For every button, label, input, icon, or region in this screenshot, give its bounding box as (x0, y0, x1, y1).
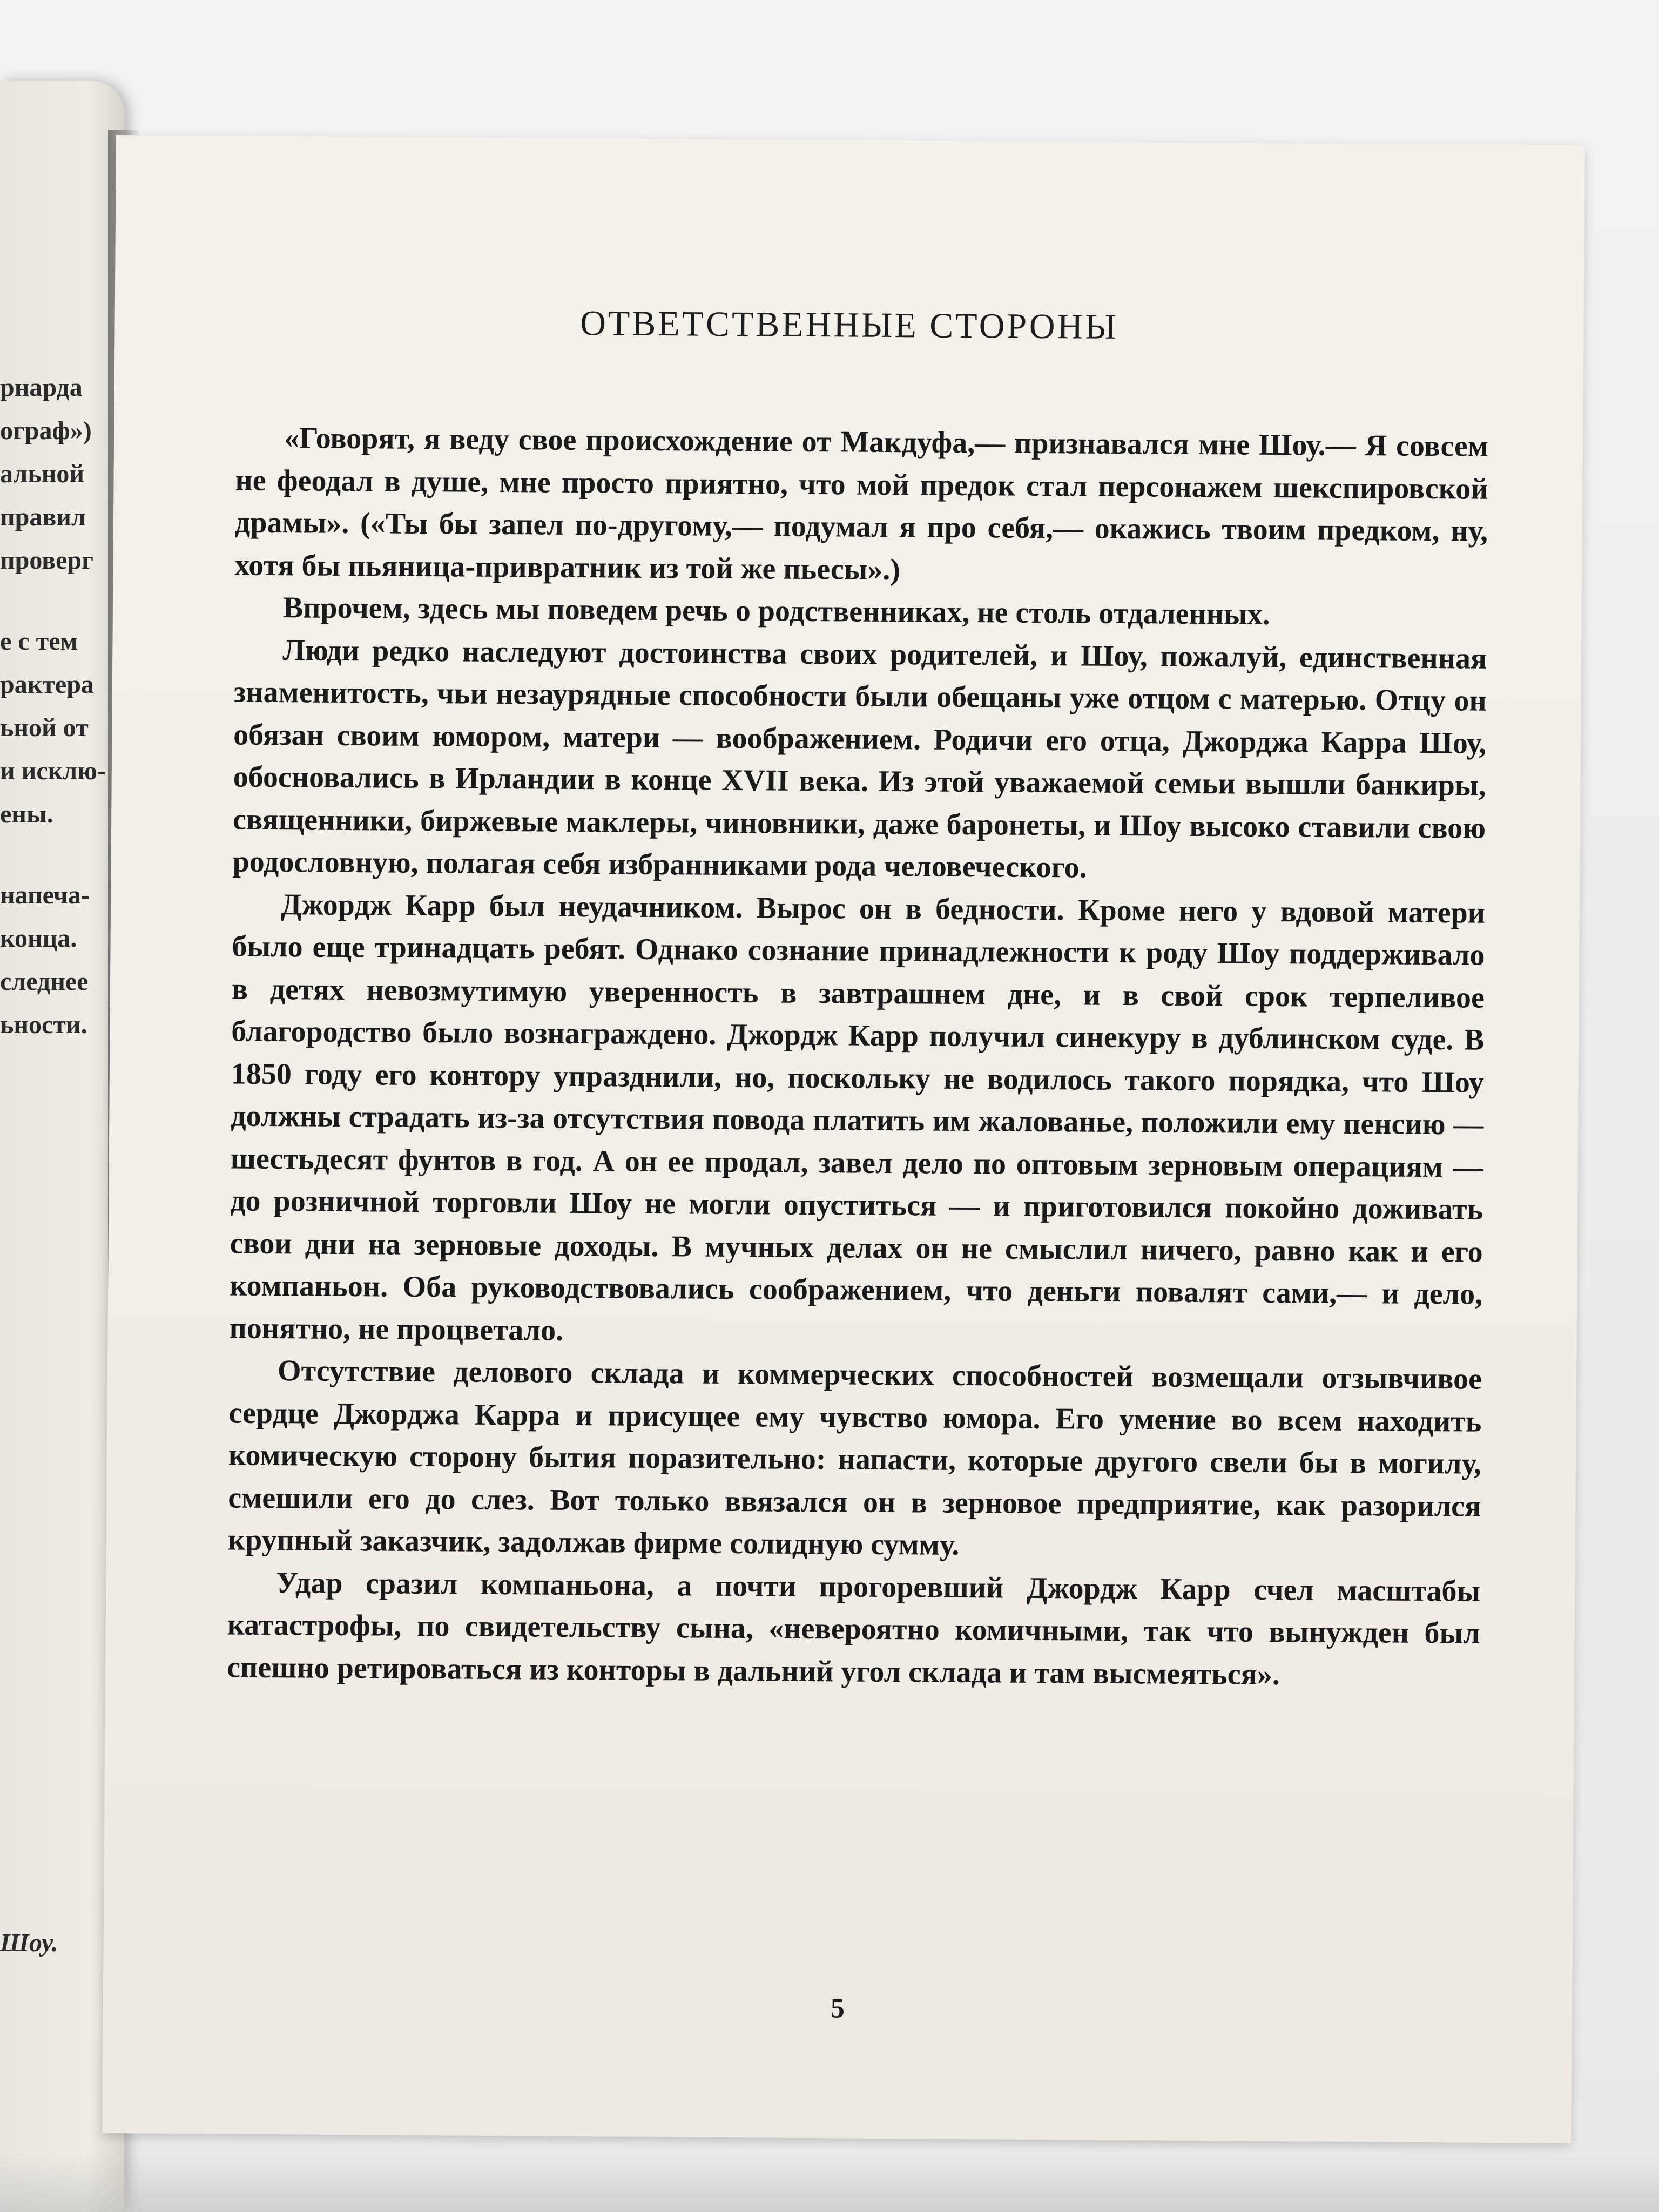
left-page-line: е с тем (0, 627, 78, 656)
page-body (227, 417, 1488, 1697)
left-page-line: конца. (0, 924, 77, 953)
left-page-line: напеча- (0, 881, 90, 909)
paragraph: Отсутствие делового склада и коммерческих способностей возмещали отзывчивое сердце Джорджа Карра и присущее ему чувство юмора. Его умение во всем находить комическую сторону бытия поразительно: напасти, которые другого свели бы в могилу, смешили его до слез. Вот только ввязался он в зерновое предприятие, как разорился крупный заказчик, задолжав фирме солидную сумму. (227, 1354, 1482, 1562)
book-page (102, 135, 1585, 2143)
left-page-line: ограф») (0, 416, 92, 445)
paragraph: Удар сразил компаньона, а почти прогоревший Джордж Карр счел масштабы катастрофы, по свидетельству сына, «невероятно комичными, так что вынужден был спешно ретироваться из конторы в дальний угол склада и там высмеяться». (226, 1566, 1481, 1691)
paragraph: Джордж Карр был неудачником. Вырос он в бедности. Кроме него у вдовой матери было еще тринадцать ребят. Однако сознание принадлежности к роду Шоу поддерживало в детях невозмутимую уверенность в завтрашнем дне, и в свой срок терпеливое благородство было вознаграждено. Джордж Карр получил синекуру в дублинском суде. В 1850 году его контору упразднили, но, поскольку не водилось такого порядка, что Шоу должны страдать из-за отсутствия повода платить им жалованье, положили ему пенсию — шестьдесят фунтов в год. А он ее продал, завел дело по оптовым зерновым операциям — до розничной торговли Шоу не могли опуститься — и приготовился покойно доживать свои дни на зерновые доходы. В мучных делах он не смыслил ничего, равно как и его компаньон. Оба руководствовались соображением, что деньги повалят сами,— и дело, понятно, не процветало. (229, 887, 1486, 1347)
paragraph: «Говорят, я веду свое происхождение от Макдуфа,— признавался мне Шоу.— Я совсем не феодал в душе, мне просто приятно, что мой предок стал персонажем шекспировской драмы». («Ты бы запел по-другому,— подумал я про себя,— окажись твоим предком, ну, хотя бы пьяница-привратник из той же пьесы».) (234, 421, 1489, 586)
left-page-line: следнее (0, 967, 89, 996)
paragraph: Впрочем, здесь мы поведем речь о родственниках, не столь отдаленных. (282, 591, 1270, 631)
left-page-line: и исклю- (0, 757, 106, 785)
page-number: 5 (830, 1993, 845, 2024)
left-page-line: проверг (0, 546, 93, 575)
left-page-line: рактера (0, 670, 94, 699)
left-page-line: ьности. (0, 1010, 87, 1039)
paragraph: Люди редко наследуют достоинства своих родителей, и Шоу, пожалуй, единственная знаменитость, чьи незаурядные способности были обещаны уже отцом с матерью. Отцу он обязан своим юмором, матери — воображением. Родичи его отца, Джорджа Карра Шоу, обосновались в Ирландии в конце XVII века. Из этой уважаемой семьи вышли банкиры, священники, биржевые маклеры, чиновники, даже баронеты, и Шоу высоко ставили свою родословную, полагая себя избранниками рода человеческого. (232, 633, 1487, 885)
left-page-line: ьной от (0, 713, 89, 742)
left-page-footnote: Шоу. (0, 1928, 58, 1957)
chapter-heading: ОТВЕТСТВЕННЫЕ СТОРОНЫ (580, 304, 1119, 347)
left-page-line: правил (0, 503, 86, 531)
left-page-line: альной (0, 460, 85, 488)
left-page-line: рнарда (0, 373, 83, 402)
table-surface (0, 2153, 1659, 2212)
left-page-line: ены. (0, 800, 53, 828)
